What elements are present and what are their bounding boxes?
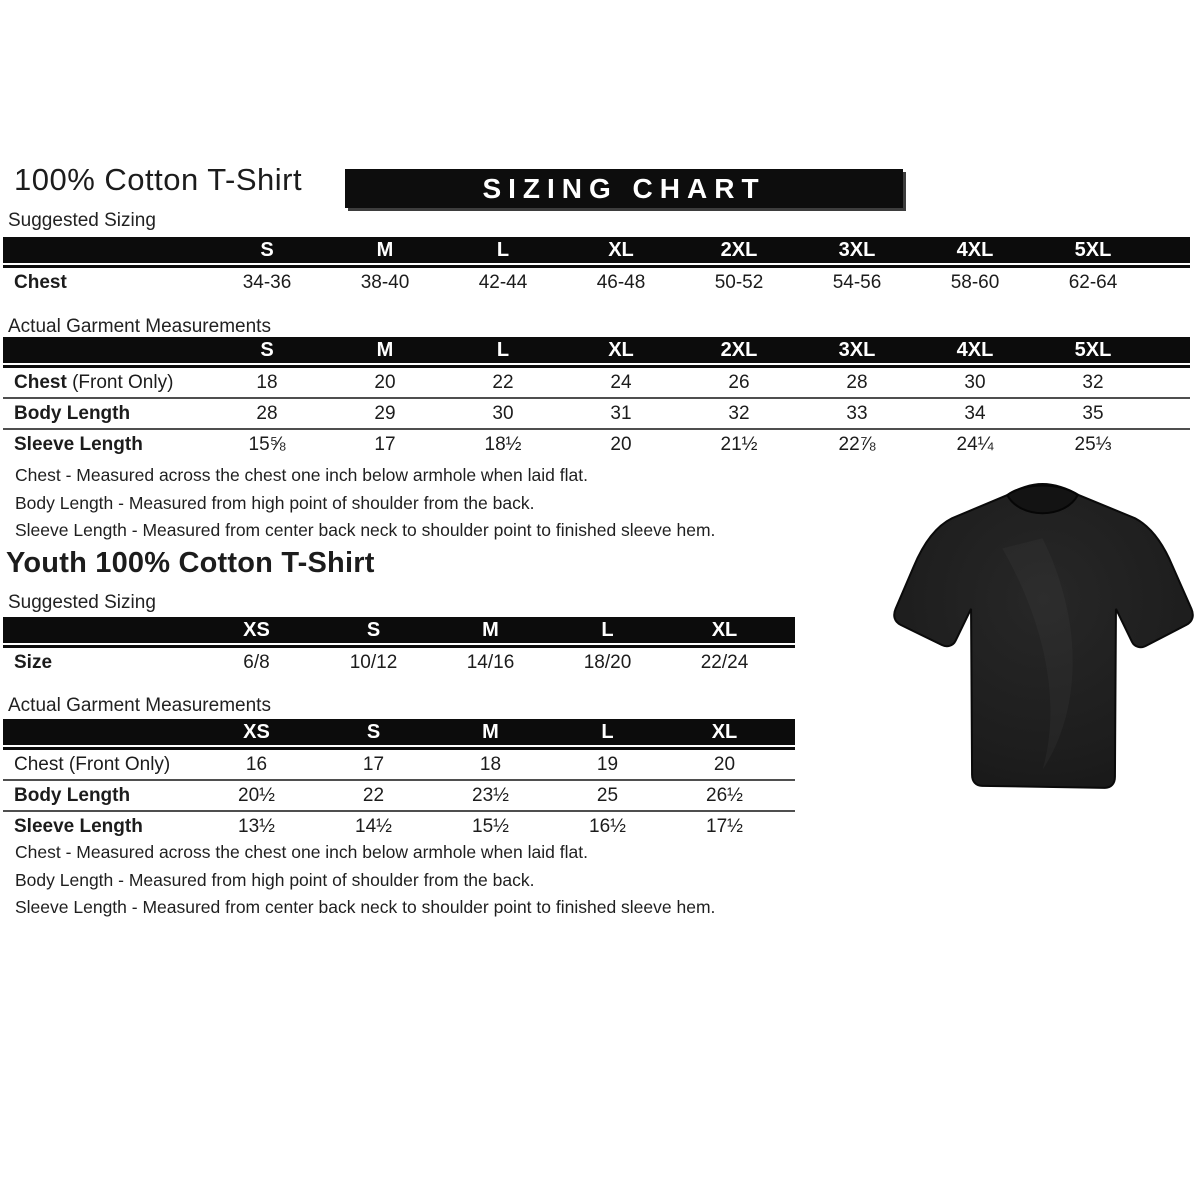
column-header: M bbox=[376, 238, 394, 261]
table-cell: 22 bbox=[362, 784, 385, 806]
tshirt-photo bbox=[890, 478, 1195, 810]
column-header: L bbox=[601, 618, 614, 641]
table-cell: 58-60 bbox=[950, 271, 1000, 293]
column-header: 4XL bbox=[956, 338, 994, 361]
adult-section-title: 100% Cotton T-Shirt bbox=[14, 162, 303, 197]
adult-suggested-sizing-label: Suggested Sizing bbox=[8, 210, 156, 231]
column-header: 2XL bbox=[720, 238, 758, 261]
column-header: S bbox=[366, 618, 381, 641]
table-cell: 17½ bbox=[706, 815, 743, 837]
table-cell: 42-44 bbox=[478, 271, 528, 293]
table-cell: 50-52 bbox=[714, 271, 764, 293]
column-header: XS bbox=[243, 618, 270, 641]
table-cell: 34-36 bbox=[242, 271, 292, 293]
row-label: Chest bbox=[14, 271, 67, 293]
column-header: M bbox=[482, 720, 499, 743]
table-cell: 25⅓ bbox=[1074, 433, 1112, 455]
row-label: Sleeve Length bbox=[14, 815, 143, 837]
adult-suggested-sizing-table bbox=[3, 237, 1190, 297]
table-cell: 34 bbox=[964, 402, 986, 424]
table-cell: 30 bbox=[964, 371, 986, 393]
table-cell: 26½ bbox=[706, 784, 743, 806]
table-cell: 28 bbox=[256, 402, 278, 424]
table-row bbox=[3, 779, 795, 810]
column-header: S bbox=[260, 238, 274, 261]
table-cell: 28 bbox=[846, 371, 868, 393]
table-cell: 15½ bbox=[472, 815, 509, 837]
table-header-row bbox=[3, 337, 1190, 363]
table-row bbox=[3, 750, 795, 779]
table-cell: 35 bbox=[1082, 402, 1104, 424]
youth-suggested-sizing-label: Suggested Sizing bbox=[8, 592, 156, 613]
table-cell: 31 bbox=[610, 402, 632, 424]
column-header: XL bbox=[711, 720, 738, 743]
column-header: M bbox=[482, 618, 499, 641]
sizing-chart-banner: SIZING CHART bbox=[345, 169, 903, 208]
table-cell: 32 bbox=[728, 402, 750, 424]
table-cell: 14½ bbox=[355, 815, 392, 837]
column-header: XL bbox=[711, 618, 738, 641]
note-body-length: Body Length - Measured from high point of shoulder from the back. bbox=[15, 492, 535, 513]
table-cell: 16 bbox=[245, 753, 268, 775]
table-cell: 23½ bbox=[472, 784, 509, 806]
table-cell: 20 bbox=[374, 371, 396, 393]
table-cell: 33 bbox=[846, 402, 868, 424]
column-header: XL bbox=[608, 238, 634, 261]
table-cell: 15⅝ bbox=[248, 433, 286, 455]
table-cell: 10/12 bbox=[349, 651, 398, 673]
table-cell: 22⅞ bbox=[838, 433, 876, 455]
table-cell: 20 bbox=[610, 433, 632, 455]
note-sleeve-length: Sleeve Length - Measured from center back neck to shoulder point to finished sleeve hem. bbox=[15, 897, 716, 917]
table-cell: 21½ bbox=[720, 433, 758, 455]
table-cell: 38-40 bbox=[360, 271, 410, 293]
column-header: 3XL bbox=[838, 338, 876, 361]
adult-actual-measurements-label: Actual Garment Measurements bbox=[8, 316, 271, 337]
row-label: Body Length bbox=[14, 784, 131, 806]
table-header-row bbox=[3, 617, 795, 643]
table-cell: 29 bbox=[374, 402, 396, 424]
note-sleeve-length: Sleeve Length - Measured from center back neck to shoulder point to finished sleeve hem. bbox=[15, 520, 716, 540]
column-header: L bbox=[496, 338, 510, 361]
column-header: 4XL bbox=[956, 238, 994, 261]
column-header: 2XL bbox=[720, 338, 758, 361]
table-row bbox=[3, 397, 1190, 428]
column-header: 3XL bbox=[838, 238, 876, 261]
note-body-length: Body Length - Measured from high point of shoulder from the back. bbox=[15, 869, 535, 890]
youth-actual-measurements-table bbox=[3, 719, 795, 841]
youth-actual-measurements-label: Actual Garment Measurements bbox=[8, 695, 271, 716]
youth-section-title: Youth 100% Cotton T-Shirt bbox=[6, 547, 375, 579]
column-header: L bbox=[601, 720, 614, 743]
table-cell: 32 bbox=[1082, 371, 1104, 393]
table-cell: 22/24 bbox=[700, 651, 749, 673]
column-header: XS bbox=[243, 720, 270, 743]
table-cell: 54-56 bbox=[832, 271, 882, 293]
table-row bbox=[3, 268, 1190, 297]
row-label: Sleeve Length bbox=[14, 433, 143, 455]
row-label: Chest (Front Only) bbox=[14, 753, 171, 775]
table-cell: 24 bbox=[610, 371, 632, 393]
black-tshirt-image bbox=[890, 478, 1195, 810]
table-cell: 14/16 bbox=[466, 651, 515, 673]
table-cell: 46-48 bbox=[596, 271, 646, 293]
row-label: Chest (Front Only) bbox=[14, 371, 174, 393]
table-cell: 17 bbox=[362, 753, 385, 775]
table-cell: 18 bbox=[256, 371, 278, 393]
youth-measurement-notes bbox=[15, 839, 715, 922]
note-chest: Chest - Measured across the chest one inch below armhole when laid flat. bbox=[15, 842, 588, 862]
table-cell: 18½ bbox=[484, 433, 522, 455]
adult-actual-measurements-table bbox=[3, 337, 1190, 459]
column-header: L bbox=[496, 238, 510, 261]
table-cell: 6/8 bbox=[243, 651, 270, 673]
table-cell: 16½ bbox=[589, 815, 626, 837]
table-row bbox=[3, 648, 795, 677]
table-cell: 22 bbox=[492, 371, 514, 393]
youth-suggested-sizing-table bbox=[3, 617, 795, 677]
table-header-row bbox=[3, 237, 1190, 263]
column-header: XL bbox=[608, 338, 634, 361]
table-row bbox=[3, 810, 795, 841]
table-row bbox=[3, 428, 1190, 459]
column-header: S bbox=[260, 338, 274, 361]
table-cell: 20 bbox=[713, 753, 736, 775]
table-header-row bbox=[3, 719, 795, 745]
row-label: Body Length bbox=[14, 402, 131, 424]
column-header: 5XL bbox=[1074, 338, 1112, 361]
table-cell: 19 bbox=[596, 753, 619, 775]
row-label: Size bbox=[14, 651, 53, 673]
column-header: M bbox=[376, 338, 394, 361]
table-cell: 20½ bbox=[238, 784, 275, 806]
adult-measurement-notes bbox=[15, 462, 715, 545]
table-cell: 30 bbox=[492, 402, 514, 424]
table-row bbox=[3, 368, 1190, 397]
column-header: 5XL bbox=[1074, 238, 1112, 261]
table-cell: 26 bbox=[728, 371, 750, 393]
table-cell: 18 bbox=[479, 753, 502, 775]
table-cell: 13½ bbox=[238, 815, 275, 837]
table-cell: 18/20 bbox=[583, 651, 632, 673]
table-cell: 62-64 bbox=[1068, 271, 1118, 293]
table-cell: 17 bbox=[374, 433, 396, 455]
note-chest: Chest - Measured across the chest one inch below armhole when laid flat. bbox=[15, 465, 588, 485]
table-cell: 24¼ bbox=[956, 433, 994, 455]
column-header: S bbox=[366, 720, 381, 743]
table-cell: 25 bbox=[596, 784, 619, 806]
